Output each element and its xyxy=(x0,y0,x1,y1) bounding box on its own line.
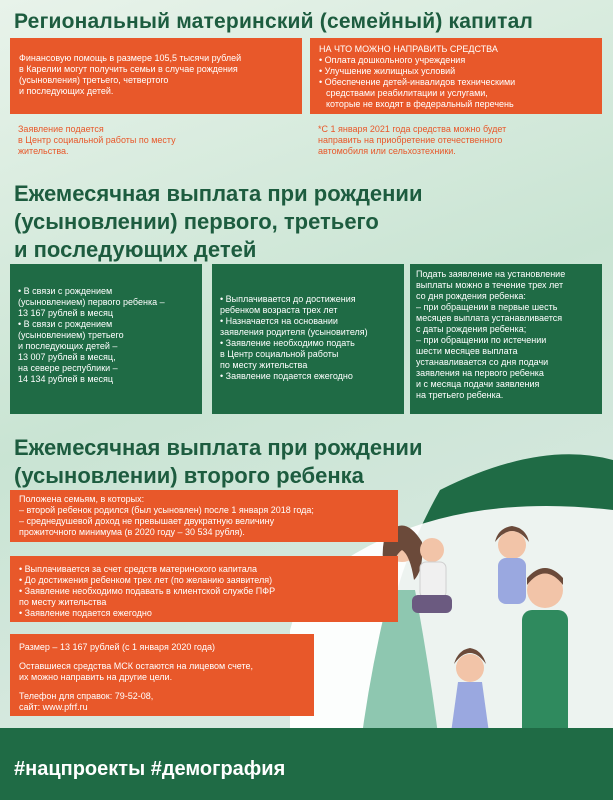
text-line: в Карелии могут получить семьи в случае рождения xyxy=(19,64,238,74)
text-line: 14 134 рублей в месяц xyxy=(18,374,114,384)
section3-size-box xyxy=(10,634,314,716)
section3-eligibility-box xyxy=(10,490,398,542)
text-line: – при обращении по истечении xyxy=(416,335,547,345)
list-item: средствами реабилитации и услугами, xyxy=(326,88,488,98)
list-item: • Обеспечение детей-инвалидов техническими xyxy=(319,77,516,87)
text-line: • Заявление необходимо подать xyxy=(220,338,355,348)
text-line: на третьего ребенка. xyxy=(416,390,504,400)
list-item: • Оплата дошкольного учреждения xyxy=(319,55,466,65)
text-line: • Выплачивается за счет средств материнского капитала xyxy=(19,564,258,574)
text-line: заявления на первого ребенка xyxy=(416,368,544,378)
section3-conditions-box xyxy=(10,556,398,622)
text-line: автомобиля или сельхозтехники. xyxy=(318,146,456,156)
text-line: • Назначается на основании xyxy=(220,316,338,326)
section1-usage-box xyxy=(310,38,602,114)
site-text: сайт: www.pfrf.ru xyxy=(19,702,88,712)
text-line: 13 007 рублей в месяц, xyxy=(18,352,116,362)
section2-title xyxy=(14,180,604,264)
section1-info-box xyxy=(10,38,302,114)
text-line: Заявление подается xyxy=(18,124,104,134)
boy-pants xyxy=(412,595,452,613)
text-line: (усыновления) третьего, четвертого xyxy=(19,75,169,85)
text-line: (усыновлением) третьего xyxy=(18,330,124,340)
text-line: Положена семьям, в которых: xyxy=(19,494,145,504)
girl-head xyxy=(498,531,526,559)
size-text: Размер – 13 167 рублей (с 1 января 2020 года) xyxy=(19,642,215,652)
text-line: • В связи с рождением xyxy=(18,319,113,329)
boy-shirt xyxy=(420,562,446,598)
text-line: месяцев выплата устанавливается xyxy=(416,313,563,323)
text-line: 13 167 рублей в месяц xyxy=(18,308,114,318)
text-line: по месту жительства xyxy=(19,597,107,607)
text-line: в Центр социальной работы xyxy=(220,349,339,359)
girl-dress xyxy=(498,558,526,604)
phone-text: Телефон для справок: 79-52-08, xyxy=(19,691,154,701)
list-item: • Улучшение жилищных условий xyxy=(319,66,456,76)
footer-hashtags: #нацпроекты #демография xyxy=(14,758,286,780)
text-line: направить на приобретение отечественного xyxy=(318,135,503,145)
text-line: в Центр социальной работы по месту xyxy=(18,135,176,145)
text-line: • В связи с рождением xyxy=(18,286,113,296)
section1-left-note xyxy=(18,124,176,157)
text-line: шести месяцев выплата xyxy=(416,346,518,356)
text-line: и последующих детей. xyxy=(19,86,114,96)
boy-head xyxy=(420,538,444,562)
text-line: Оставшиеся средства МСК остаются на лицевом счете, xyxy=(19,661,254,671)
title-line: (усыновлении) первого, третьего xyxy=(14,209,379,234)
text-line: Подать заявление на установление xyxy=(416,269,566,279)
text-line: – второй ребенок родился (был усыновлен) после 1 января 2018 года; xyxy=(19,505,314,515)
section1-right-note xyxy=(318,124,506,157)
text-line: • Заявление необходимо подавать в клиентской службе ПФР xyxy=(19,586,276,596)
text-line: со дня рождения ребенка: xyxy=(416,291,526,301)
text-line: • Заявление подается ежегодно xyxy=(220,371,353,381)
text-line: по месту жительства xyxy=(220,360,308,370)
text-line: заявления родителя (усыновителя) xyxy=(220,327,368,337)
section2-amounts-box xyxy=(10,264,202,414)
text-line: • До достижения ребенком трех лет (по желанию заявителя) xyxy=(19,575,273,585)
text-line: – среднедушевой доход не превышает двукратную величину xyxy=(19,516,275,526)
text-line: жительства. xyxy=(18,146,69,156)
text-line: (усыновлением) первого ребенка – xyxy=(18,297,165,307)
text-line: и последующих детей – xyxy=(18,341,118,351)
usage-box-title: НА ЧТО МОЖНО НАПРАВИТЬ СРЕДСТВА xyxy=(319,44,498,54)
section1-title: Региональный материнский (семейный) капитал xyxy=(14,10,534,33)
title-line: (усыновлении) второго ребенка xyxy=(14,463,364,488)
text-line: устанавливается со дня подачи xyxy=(416,357,549,367)
text-line: с даты рождения ребенка; xyxy=(416,324,527,334)
title-line: Ежемесячная выплата при рождении xyxy=(14,435,423,460)
text-line: и с месяца подачи заявления xyxy=(416,379,540,389)
text-line: прожиточного минимума (в 2020 году – 30 534 рубля). xyxy=(19,527,245,537)
title-line: и последующих детей xyxy=(14,237,257,262)
list-item: которые не входят в федеральный перечень xyxy=(326,99,514,109)
text-line: • Выплачивается до достижения xyxy=(220,294,356,304)
text-line: ребенком возраста трех лет xyxy=(220,305,338,315)
text-line: выплаты можно в течение трех лет xyxy=(416,280,564,290)
text-line: Финансовую помощь в размере 105,5 тысячи рублей xyxy=(19,53,242,63)
title-line: Ежемесячная выплата при рождении xyxy=(14,181,423,206)
section2-application-box xyxy=(410,264,602,414)
section2-conditions-box xyxy=(212,264,404,414)
text-line: их можно направить на другие цели. xyxy=(19,672,173,682)
section3-title xyxy=(14,434,604,490)
little-girl-head xyxy=(456,654,484,682)
text-line: *С 1 января 2021 года средства можно будет xyxy=(318,124,507,134)
text-line: – при обращении в первые шесть xyxy=(416,302,558,312)
text-line: • Заявление подается ежегодно xyxy=(19,608,152,618)
text-line: на севере республики – xyxy=(18,363,118,373)
